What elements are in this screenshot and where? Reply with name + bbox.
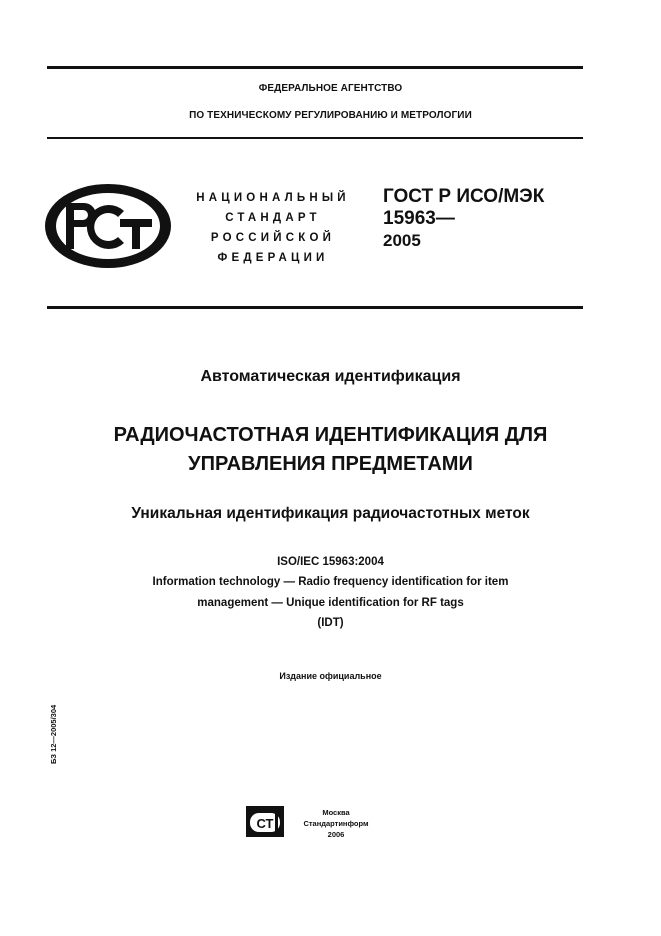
designation-line1: ГОСТ Р ИСО/МЭК	[383, 186, 545, 207]
iso-code: ISO/IEC 15963:2004	[277, 556, 384, 568]
national-standard-line2: СТАНДАРТ	[225, 212, 321, 224]
rst-logo-icon	[44, 183, 172, 269]
national-standard-line3: РОССИЙСКОЙ	[210, 232, 336, 244]
publisher-year: 2006	[327, 830, 345, 839]
iso-title-line2: management — Unique identification for RF tags	[197, 597, 464, 609]
publisher-city: Москва	[322, 808, 350, 817]
sub-title: Уникальная идентификация радиочастотных меток	[131, 505, 530, 522]
designation-line2: 15963—	[383, 208, 455, 229]
agency-name-line2: ПО ТЕХНИЧЕСКОМУ РЕГУЛИРОВАНИЮ И МЕТРОЛОГИИ	[189, 110, 472, 121]
edition-label: Издание официальное	[279, 671, 382, 681]
standartinform-logo-icon	[246, 806, 284, 837]
national-standard-line4: ФЕДЕРАЦИИ	[217, 252, 329, 264]
designation-line3: 2005	[383, 231, 421, 250]
header-rule	[47, 137, 583, 139]
national-standard-line1: НАЦИОНАЛЬНЫЙ	[196, 192, 350, 204]
main-title-line1: РАДИОЧАСТОТНАЯ ИДЕНТИФИКАЦИЯ ДЛЯ	[113, 424, 548, 446]
publisher-name: Стандартинформ	[303, 819, 369, 828]
group-title: Автоматическая идентификация	[200, 368, 461, 385]
agency-name-line1: ФЕДЕРАЛЬНОЕ АГЕНТСТВО	[258, 83, 403, 94]
identity-mark: (IDT)	[317, 617, 344, 629]
side-note: БЗ 12—2005/304	[49, 704, 58, 764]
designation-rule	[47, 306, 583, 309]
top-rule	[47, 66, 583, 69]
svg-text:СТ: СТ	[256, 816, 274, 831]
iso-title-line1: Information technology — Radio frequency identification for item	[152, 576, 509, 588]
main-title-line2: УПРАВЛЕНИЯ ПРЕДМЕТАМИ	[188, 453, 473, 475]
